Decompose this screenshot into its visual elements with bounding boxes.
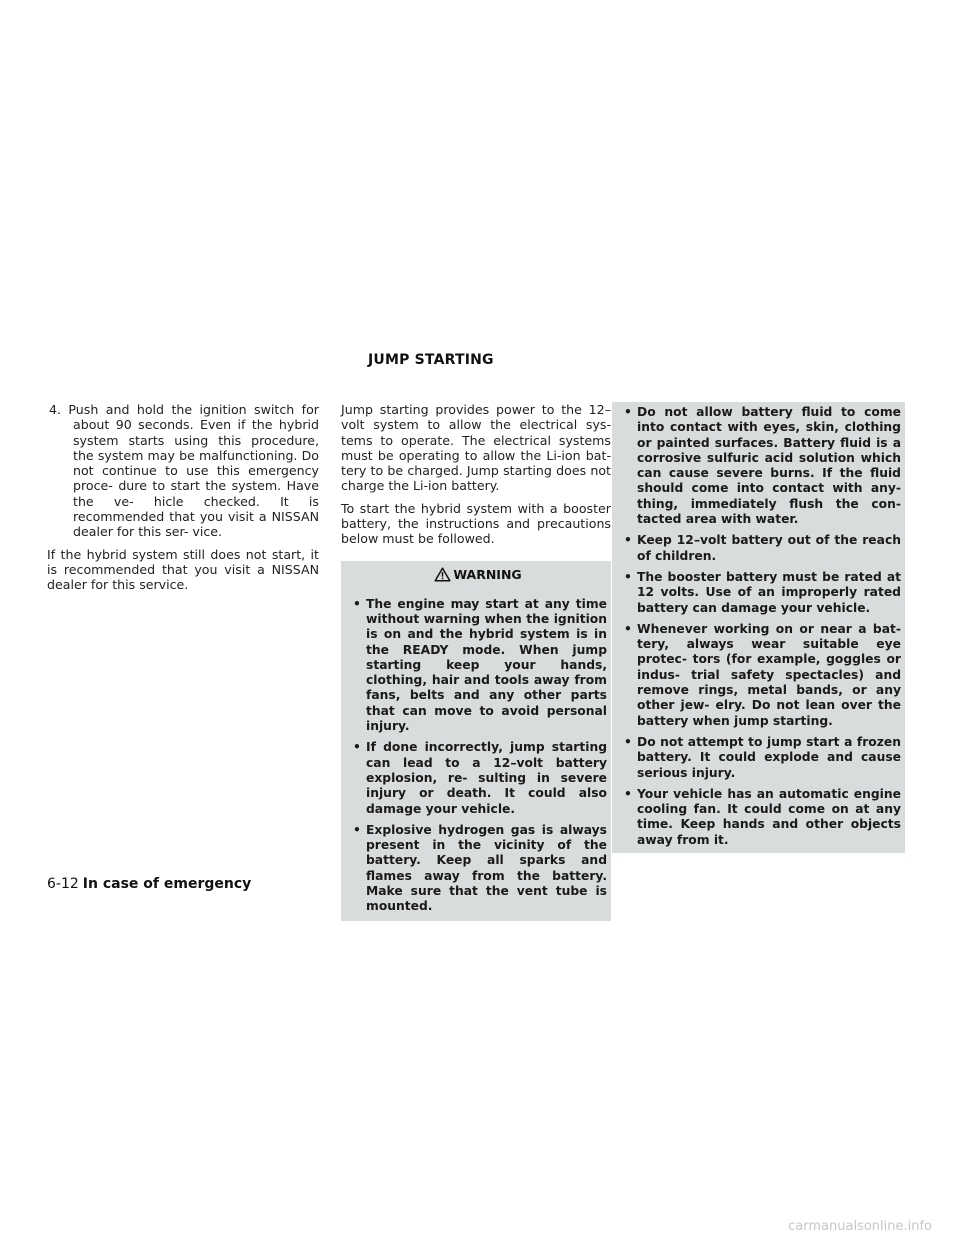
warning-triangle-icon xyxy=(434,567,451,582)
warning-label: WARNING xyxy=(453,566,522,582)
step-4: 4. Push and hold the ignition switch for about 90 seconds. Even if the hybrid system starts using this procedure, the system may be malfunctioning. Do not continue to use this emergency proce- dure to start the system. Have the ve- hicle checked. It is recommended that you visit a NISSAN dealer for this ser- vice. xyxy=(49,402,319,540)
section-title: JUMP STARTING xyxy=(368,352,494,368)
warning-item: • Keep 12–volt battery out of the reach of children. xyxy=(620,533,901,564)
warning-box-middle xyxy=(341,590,611,921)
page-number: 6-12 xyxy=(47,876,79,892)
chapter-title: In case of emergency xyxy=(82,876,252,892)
warning-header xyxy=(341,561,611,590)
right-column xyxy=(612,402,905,853)
warning-item: • Explosive hydrogen gas is always present in the vicinity of the battery. Keep all sparks and flames away from the battery. Make sure that the vent tube is mounted. xyxy=(349,823,607,915)
left-paragraph: If the hybrid system still does not start, it is recommended that you visit a NISSAN dealer for this service. xyxy=(47,546,319,593)
left-column xyxy=(47,402,319,600)
warning-item: • The booster battery must be rated at 12 volts. Use of an improperly rated battery can damage your vehicle. xyxy=(620,570,901,616)
page-footer xyxy=(47,876,251,892)
warning-item: • Do not allow battery fluid to come into contact with eyes, skin, clothing or painted surfaces. Battery fluid is a corrosive sulfuric acid solution which can cause severe burns. If the fluid should come into contact with any- thing, immediately flush the con- tacted area with water. xyxy=(620,405,901,527)
warning-item: • The engine may start at any time without warning when the ignition is on and the hybrid system is in the READY mode. When jump starting keep your hands, clothing, hair and tools away from fans, belts and any other parts that can move to avoid personal injury. xyxy=(349,597,607,735)
warning-item: • Whenever working on or near a bat- tery, always wear suitable eye protec- tors (for example, goggles or indus- trial safety spectacles) and remove rings, metal bands, or any other jew- elry. Do not lean over the battery when jump starting. xyxy=(620,622,901,729)
middle-column xyxy=(341,402,611,921)
intro-paragraph-2: To start the hybrid system with a booster battery, the instructions and precautions below must be followed. xyxy=(341,500,611,547)
watermark: carmanualsonline.info xyxy=(788,1219,932,1234)
warning-item: • Do not attempt to jump start a frozen battery. It could explode and cause serious injury. xyxy=(620,735,901,781)
warning-item: • If done incorrectly, jump starting can lead to a 12–volt battery explosion, re- sulting in severe injury or death. It could also damage your vehicle. xyxy=(349,740,607,816)
intro-paragraph-1: Jump starting provides power to the 12–volt system to allow the electrical sys- tems to operate. The electrical systems must be operating to allow the Li-ion bat- tery to be charged. Jump starting does not charge the Li-ion battery. xyxy=(341,402,611,494)
warning-item: • Your vehicle has an automatic engine cooling fan. It could come on at any time. Keep hands and other objects away from it. xyxy=(620,787,901,848)
warning-box-right xyxy=(612,402,905,853)
